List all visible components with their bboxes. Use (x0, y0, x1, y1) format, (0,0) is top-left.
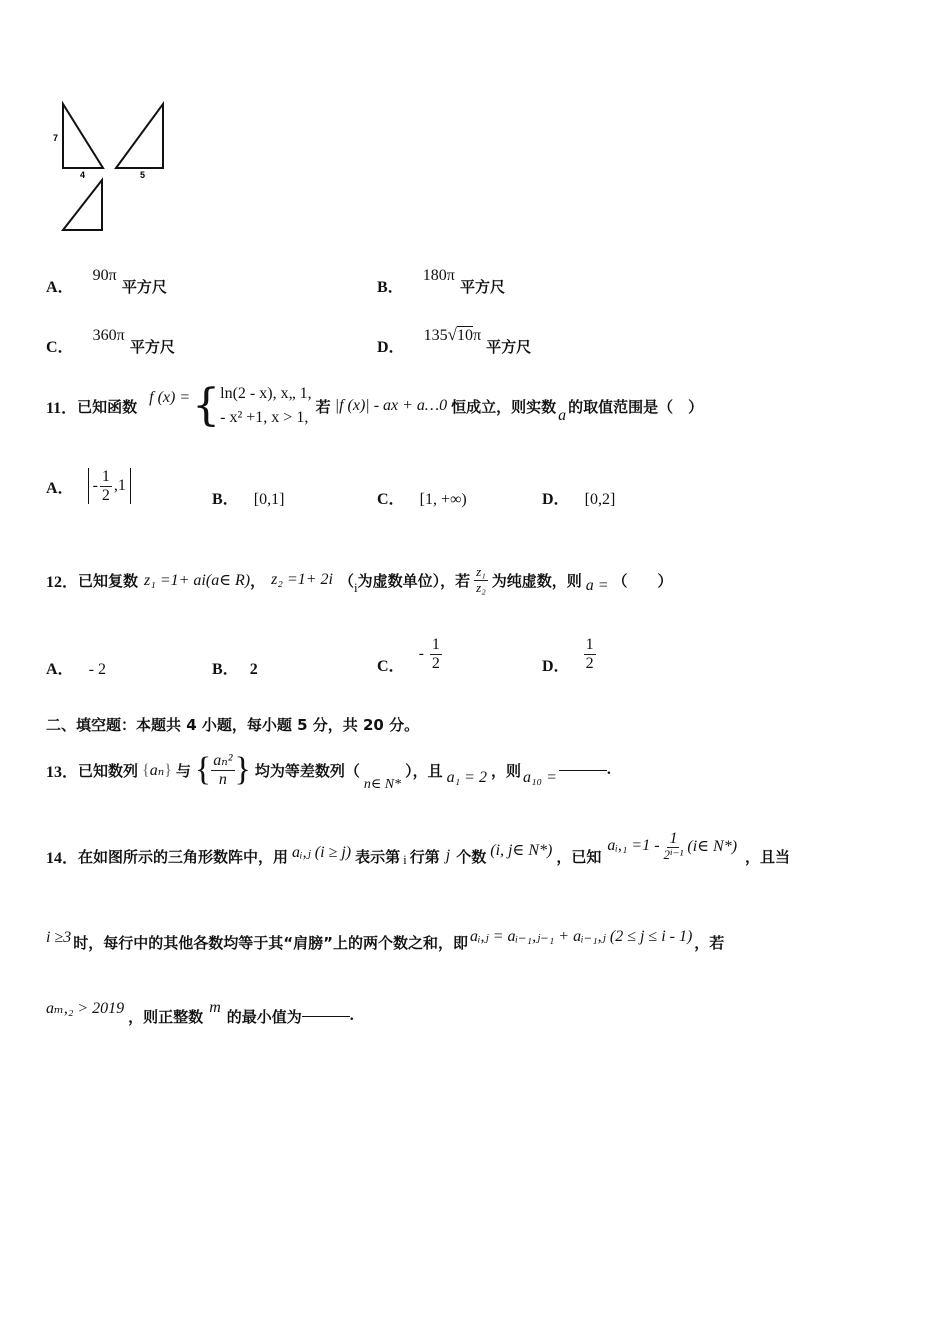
option-value: 180π (422, 267, 455, 284)
question-number: 13． (46, 763, 79, 781)
q11-option-d: D． [0,2] (542, 491, 616, 508)
q10-option-c (46, 322, 175, 356)
label-bottom-right: 5 (140, 170, 146, 180)
option-value: 360π (92, 327, 125, 344)
q14-stem-line3: aₘ,₂ > 2019 ，则正整数 m 的最小值为 . (46, 999, 354, 1026)
q14-stem-line1: 14． 在如图所示的三角形数阵中，用 aᵢ,ⱼ (i ≥ j) 表示第 i 行第 j 个数 (i, j∈ N*) ，已知 aᵢ,₁ =1 - $\frac{1}{\text{2ⁱ⁻¹}}$ (i∈ N*) ，且当 (46, 829, 791, 867)
question-number: 11． (46, 399, 78, 417)
option-value: 90π (92, 267, 117, 284)
function-name: f (x) = (149, 389, 191, 406)
option-unit: 平方尺 (121, 278, 167, 296)
q12-stem: 12． 已知复数 z₁ =1+ ai(a∈ R) ， z₂ =1+ 2i （ i 为虚数单位），若 $\frac{\text{z₁}}{\text{z₂}}$ 为纯虚数，则 a = （ ） (46, 564, 673, 595)
triangle-right (116, 104, 163, 168)
option-unit: 平方尺 (486, 338, 532, 356)
question-number: 12． (46, 573, 79, 591)
left-brace: { (192, 380, 221, 431)
answer-blank[interactable] (302, 1016, 350, 1017)
option-label: B． (377, 279, 404, 296)
q10-option-a (46, 262, 167, 296)
inequality: |f (x)| - ax + a…0 (334, 397, 448, 414)
option-value: 135√10π (423, 325, 482, 344)
q12-option-b: B． 2 (212, 661, 258, 678)
q14-stem-line2: i ≥3 时，每行中的其他各数均等于其“肩膀”上的两个数之和，即 aᵢ,ⱼ = aᵢ₋₁,ⱼ₋₁ + aᵢ₋₁,ⱼ (2 ≤ j ≤ i - 1) ，若 (46, 928, 725, 952)
option-label: A． (46, 279, 74, 296)
q10-option-d (377, 322, 532, 356)
option-label: C． (46, 339, 74, 356)
fraction: $\frac{\text{z₁}}{\text{z₂}}$ (476, 564, 486, 595)
option-label: D． (377, 339, 405, 356)
q12-option-d: D． $\frac{1}{2}$ (542, 635, 594, 675)
label-left: 7 (53, 133, 59, 143)
section-heading: 二、填空题：本题共 4 小题，每小题 5 分，共 20 分。 (46, 716, 420, 734)
q10-option-b (377, 262, 505, 296)
option-unit: 平方尺 (129, 338, 175, 356)
label-bottom-left: 4 (80, 170, 86, 180)
q12-option-a: A． - 2 (46, 661, 106, 678)
q11-option-b: B． [0,1] (212, 491, 285, 508)
triangle-left (63, 104, 103, 168)
option-unit: 平方尺 (459, 278, 505, 296)
q12-option-c: C． - $\frac{1}{2}$ (377, 635, 440, 675)
answer-blank[interactable] (559, 770, 607, 771)
triangle-bottom (63, 180, 102, 230)
triangle-figure (48, 96, 178, 236)
q11-stem: 11． 已知函数 f (x) = { ln(2 - x), x„ 1, - x² +1, x > 1, 若 |f (x)| - ax + a…0 恒成立，则实数 a 的取值范围是（ ） (46, 380, 704, 431)
piecewise-cases: ln(2 - x), x„ 1, - x² +1, x > 1, (220, 385, 312, 426)
q11-option-a: A． - $\frac{1}{2}$ ,1 (46, 460, 131, 512)
q11-option-c: C． [1, +∞) (377, 491, 467, 508)
question-number: 14． (46, 849, 79, 867)
q13-stem: 13． 已知数列 {aₙ} 与 { $\frac{\text{aₙ²}}{n}$ } 均为等差数列（ n∈ N* ），且 a₁ = 2 ，则 a₁₀ = . (46, 751, 611, 792)
